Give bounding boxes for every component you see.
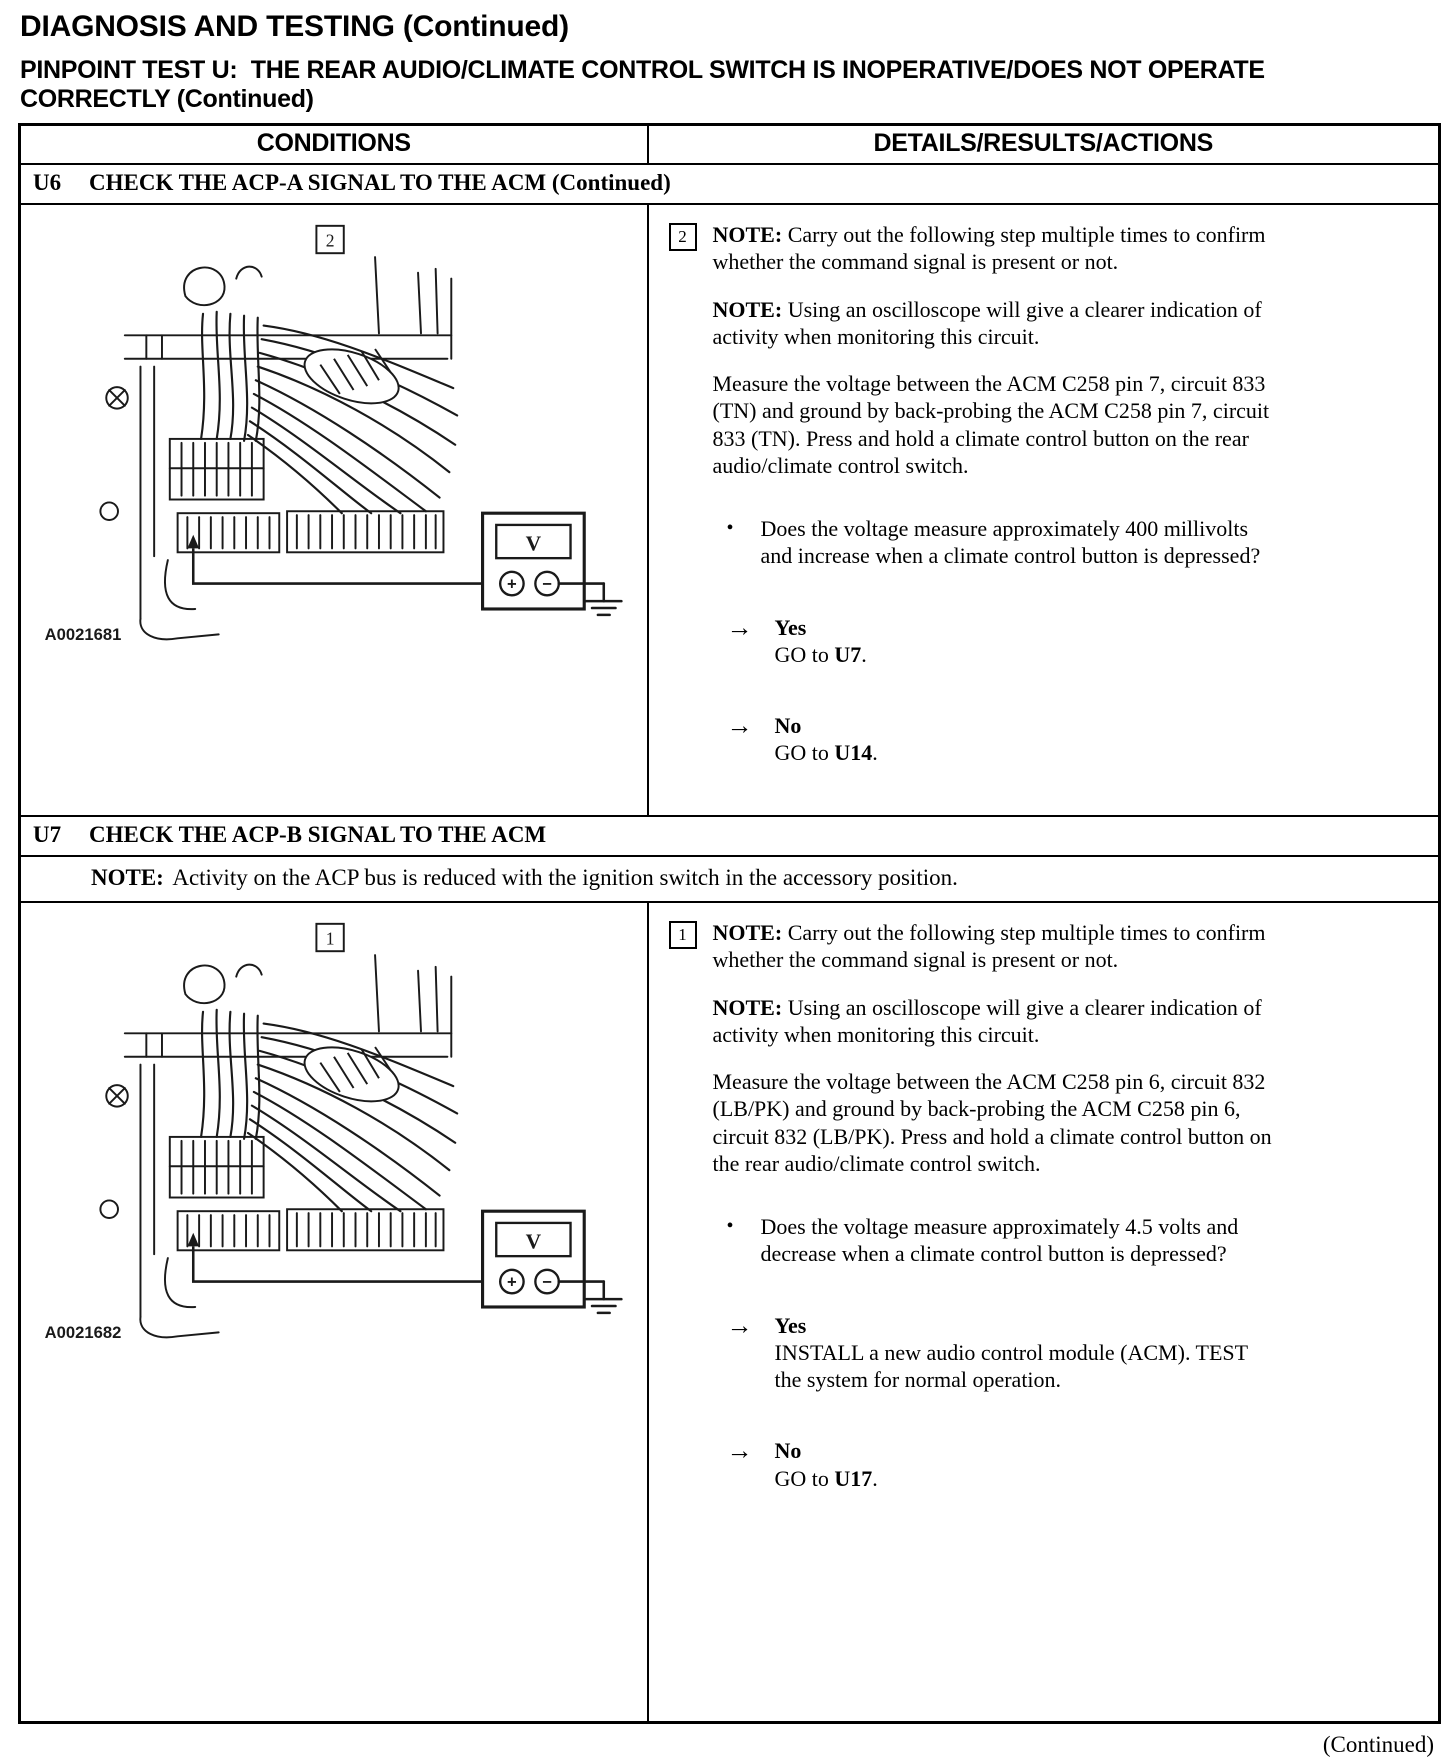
result-no [727,712,1285,767]
table-header-row [20,125,1440,165]
result-label: No [774,1438,802,1464]
arrow-right-icon: → [726,1436,753,1466]
content-row-u7 [20,902,1440,1722]
plus-icon: + [507,1272,517,1292]
note-label: NOTE: [91,865,164,890]
hole-icon [100,502,118,520]
step-block [669,221,1421,767]
result-action: GO to U7. [774,641,867,667]
step-block [669,919,1421,1492]
bullet-icon: • [726,517,734,540]
arrow-right-icon: → [726,1310,753,1340]
tape-wrap [298,1037,405,1112]
figure-caption: A0021682 [44,1323,122,1343]
continued-footer: (Continued) [1322,1731,1434,1757]
note-paragraph [713,994,1285,1049]
note-paragraph [713,221,1285,276]
arrow-right-icon: → [726,711,753,741]
result-label: Yes [774,614,807,640]
details-cell-u6 [648,204,1440,816]
arrow-right-icon: → [726,612,753,642]
figure-number-badge [316,924,343,951]
content-row-u6 [20,204,1440,816]
hole-icon [100,1200,118,1218]
voltmeter-icon [483,1211,585,1307]
section-heading: CHECK THE ACP-A SIGNAL TO THE ACM (Continued) [89,170,671,195]
result-yes [727,1312,1285,1394]
plus-icon: + [507,574,517,594]
figure-caption: A0021681 [44,625,122,645]
details-cell-u7 [648,902,1440,1722]
note-text: Carry out the following step multiple times to confirm whether the command signal is present or not. [712,920,1266,973]
question-text: Does the voltage measure approximately 400 millivolts and increase when a climate control button is depressed? [760,516,1261,569]
note-text: Using an oscilloscope will give a clearer indication of activity when monitoring this circuit. [712,994,1262,1047]
note-paragraph [713,919,1285,974]
section-row-u7 [20,816,1440,856]
question-block [727,515,1285,570]
bullet-icon: • [726,1215,734,1238]
instruction-text: Measure the voltage between the ACM C258 pin 6, circuit 832 (LB/PK) and ground by back-probing the ACM C258 pin 6, circuit 832 (LB/PK). Press and hold a climate control button on the rear audio/climate control switch. [712,1069,1272,1176]
page-subtitle: PINPOINT TEST U: THE REAR AUDIO/CLIMATE CONTROL SWITCH IS INOPERATIVE/DOES NOT OPERATE CORRECTLY (Continued) [20,56,1272,113]
note-text: Using an oscilloscope will give a clearer indication of activity when monitoring this circuit. [712,296,1262,349]
note-label: NOTE: [712,994,783,1020]
pinpoint-test-table [18,123,1441,1724]
svg-text:1: 1 [325,928,335,949]
section-row-u6 [20,164,1440,204]
details-results-actions-header: DETAILS/RESULTS/ACTIONS [648,125,1440,165]
section-id: U7 [33,822,62,847]
question-block [727,1213,1285,1268]
minus-icon: − [542,1272,552,1292]
connector-blocks [170,1137,444,1250]
section-note-row-u7 [20,856,1440,902]
result-label: No [774,713,802,739]
result-action: INSTALL a new audio control module (ACM). TEST the system for normal operation. [774,1339,1248,1393]
svg-text:2: 2 [325,230,335,251]
step-number-box: 1 [669,921,697,949]
step-number-box: 2 [669,223,697,251]
panel-structure [100,257,451,639]
wire-harness-figure-u7 [31,913,637,1353]
note-label: NOTE: [712,222,783,247]
tape-wrap [298,339,405,414]
note-label: NOTE: [712,920,783,945]
conditions-cell-u6 [20,204,648,816]
page-title: DIAGNOSIS AND TESTING (Continued) [20,10,569,43]
conditions-header: CONDITIONS [20,125,648,165]
minus-icon: − [542,574,552,594]
meter-label: V [525,531,542,556]
result-label: Yes [774,1312,807,1338]
figure-number-badge [316,226,343,253]
note-text: Carry out the following step multiple times to confirm whether the command signal is present or not. [712,222,1266,275]
result-yes [727,614,1285,669]
connector-blocks [170,439,444,552]
voltmeter-icon [483,513,585,609]
result-action: GO to U17. [774,1465,878,1491]
conditions-cell-u7 [20,902,648,1722]
panel-structure [100,955,451,1337]
result-no [727,1437,1285,1492]
instruction-text: Measure the voltage between the ACM C258 pin 7, circuit 833 (TN) and ground by back-probing the ACM C258 pin 7, circuit 833 (TN). Press and hold a climate control button on the rear audio/climate control switch. [712,371,1270,478]
question-text: Does the voltage measure approximately 4.5 volts and decrease when a climate control button is depressed? [760,1214,1239,1267]
meter-label: V [525,1229,542,1254]
result-action: GO to U14. [774,740,878,766]
section-heading: CHECK THE ACP-B SIGNAL TO THE ACM [89,822,547,847]
wire-harness-figure-u6 [31,215,637,655]
section-id: U6 [33,170,62,195]
note-paragraph [713,296,1285,351]
note-text: Activity on the ACP bus is reduced with the ignition switch in the accessory position. [172,865,958,890]
note-label: NOTE: [712,296,783,322]
